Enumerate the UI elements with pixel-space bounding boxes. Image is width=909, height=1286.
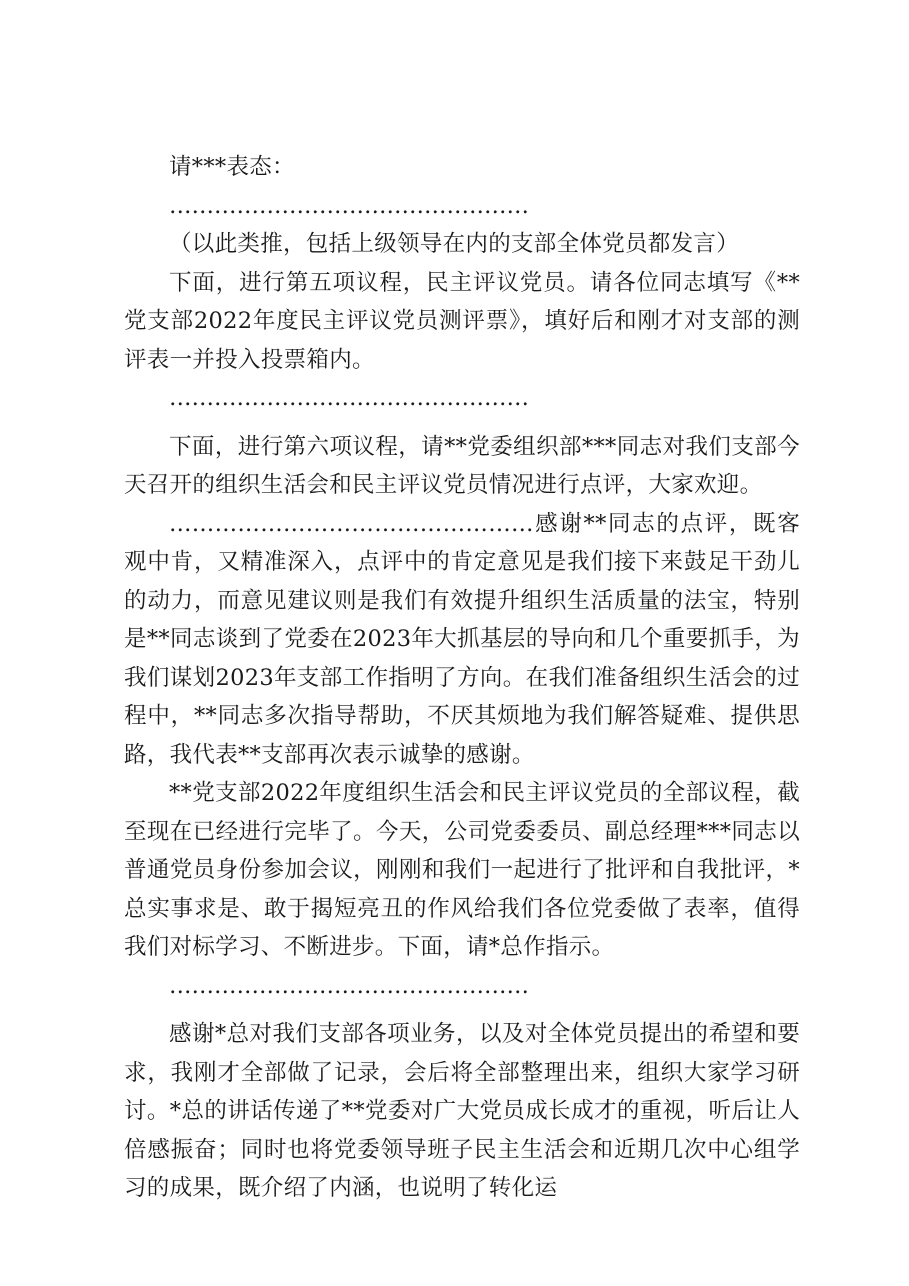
ellipsis-line: …………………………………………: [169, 972, 529, 999]
ellipsis-line: …………………………………………: [169, 192, 529, 219]
ellipsis-line: …………………………………………: [169, 385, 529, 411]
paragraph-thanks-comment: …………………………………………感谢**同志的点评，既客观中肯，又精准深入，点评中的肯定意见是我们接下来鼓足干劲儿的动力，而意见建议则是我们有效提升组织生活质量的法宝，特别是**同志谈到了党委在2023年大抓基层的导向和几个重要抓手，为我们谋划2023年支部工作指明了方向。在我们准备组织生活会的过程中，**同志多次指导帮助，不厌其烦地为我们解答疑难、提供思路，我代表**支部再次表示诚挚的感谢。: [124, 510, 800, 768]
paragraph-closing: **党支部2022年度组织生活会和民主评议党员的全部议程，截至现在已经进行完毕了。今天，公司党委委员、副总经理***同志以普通党员身份参加会议，刚刚和我们一起进行了批评和自我批评，*总实事求是、敢于揭短亮丑的作风给我们各位党委做了表率，值得我们对标学习、不断进步。下面，请*总作指示。: [124, 780, 800, 960]
paragraph-thanks-leader: 感谢*总对我们支部各项业务，以及对全体党员提出的希望和要求，我刚才全部做了记录，会后将全部整理出来，组织大家学习研讨。*总的讲话传递了**党委对广大党员成长成才的重视，听后让人倍感振奋；同时也将党委领导班子民主生活会和近期几次中心组学习的成果，既介绍了内涵，也说明了转化运: [124, 1021, 800, 1201]
paragraph-agenda-six: 下面，进行第六项议程，请**党委组织部***同志对我们支部今天召开的组织生活会和民主评议党员情况进行点评，大家欢迎。: [124, 433, 800, 498]
paragraph-agenda-five: 下面，进行第五项议程，民主评议党员。请各位同志填写《**党支部2022年度民主评议党员测评票》，填好后和刚才对支部的测评表一并投入投票箱内。: [124, 269, 800, 373]
paragraph-note: （以此类推，包括上级领导在内的支部全体党员都发言）: [169, 231, 740, 257]
paragraph-speaker-prompt: 请***表态：: [169, 154, 295, 180]
document-body: [124, 148, 800, 1208]
